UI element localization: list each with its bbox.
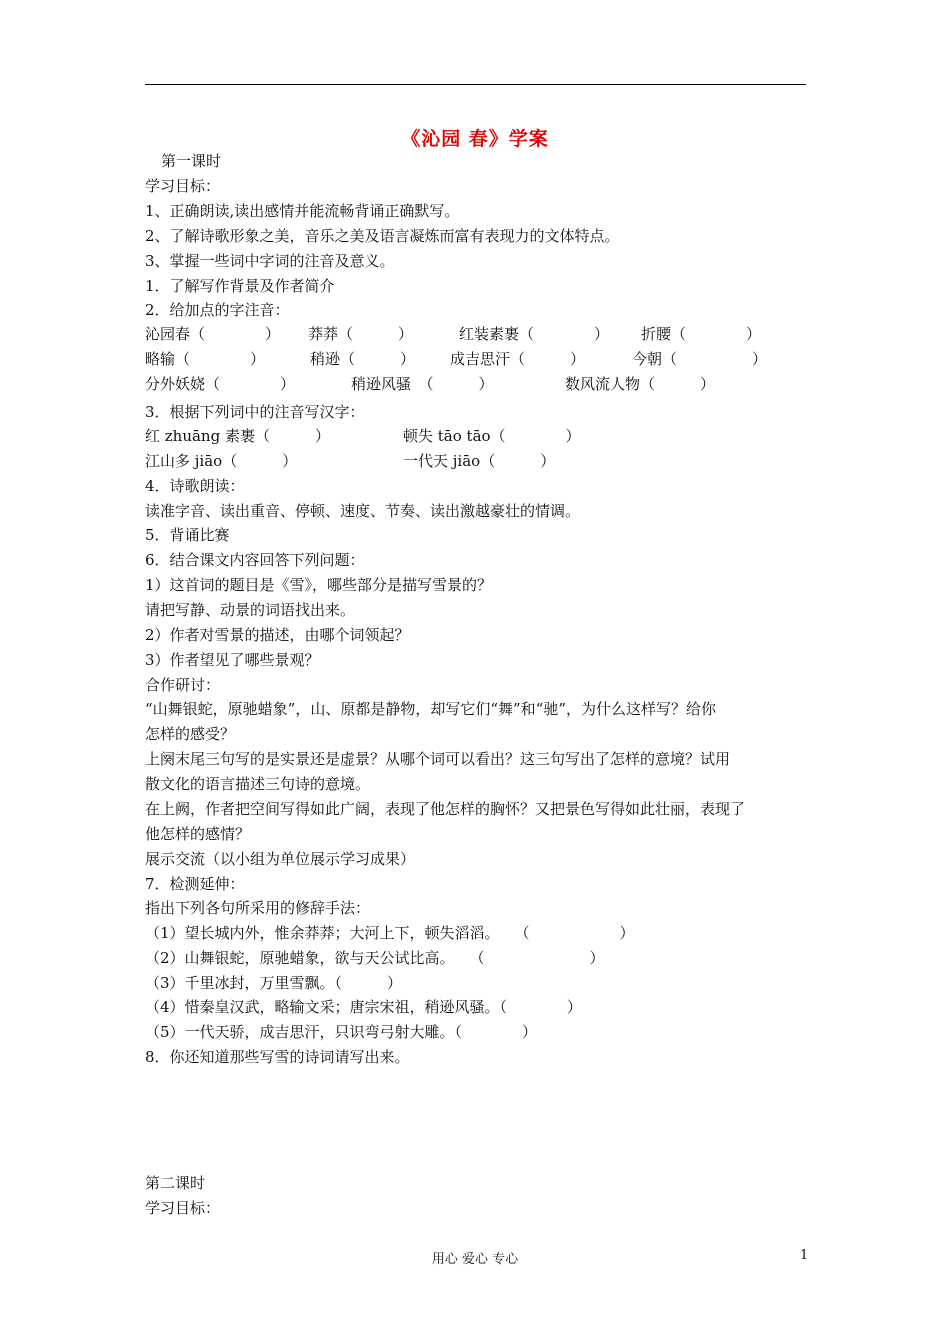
pinyin-row-3 [145, 374, 825, 394]
question-6-item: 3）作者望见了哪些景观？ [145, 651, 320, 669]
question-6-item: 1）这首词的题目是《雪》，哪些部分是描写雪景的？ [145, 576, 493, 594]
question-7-item: （2）山舞银蛇，原驰蜡象，欲与天公试比高。 （ ） [145, 949, 605, 967]
page-footer: 用心 爱心 专心 [431, 1252, 519, 1267]
objectives-label: 学习目标： [145, 177, 221, 195]
question-3: 3．根据下列词中的注音写汉字： [145, 403, 365, 421]
pinyin-row-2 [145, 349, 825, 369]
pinyin-item: 莽莽（ ） [308, 325, 414, 343]
hanzi-item: 顿失 tāo tāo（ ） [403, 427, 581, 445]
hanzi-item: 江山多 jiāo（ ） [145, 452, 298, 470]
coop-label: 合作研讨： [145, 676, 221, 694]
pinyin-item: 沁园春（ ） [145, 325, 281, 343]
question-4: 4．诗歌朗读： [145, 477, 245, 495]
pinyin-item: 今朝（ ） [632, 350, 768, 368]
question-7: 7．检测延伸： [145, 875, 245, 893]
coop-line: 怎样的感受？ [145, 725, 236, 743]
page-title: 《沁园 春》学案 [401, 128, 549, 150]
lesson1-heading: 第一课时 [161, 152, 222, 170]
question-2: 2．给加点的字注音： [145, 301, 290, 319]
question-7-item: （1）望长城内外，惟余莽莽；大河上下，顿失滔滔。 （ ） [145, 924, 635, 942]
pinyin-item: 成吉思汗（ ） [450, 350, 586, 368]
hanzi-row-1 [145, 426, 825, 446]
question-6-item: 请把写静、动景的词语找出来。 [145, 601, 356, 619]
coop-line: 上阕末尾三句写的是实景还是虚景？从哪个词可以看出？这三句写出了怎样的意境？试用 [145, 750, 731, 768]
objective-1: 1、正确朗读,读出感情并能流畅背诵正确默写。 [145, 202, 460, 220]
pinyin-item: 略输（ ） [145, 350, 266, 368]
hanzi-item: 一代天 jiāo（ ） [403, 452, 556, 470]
question-7-item: （4）惜秦皇汉武，略输文采；唐宗宋祖，稍逊风骚。（ ） [145, 998, 583, 1016]
pinyin-item: 折腰（ ） [641, 325, 762, 343]
coop-line: “山舞银蛇，原驰蜡象”，山、原都是静物，却写它们“舞”和“驰”，为什么这样写？给你 [145, 700, 717, 718]
coop-line: 散文化的语言描述三句诗的意境。 [145, 775, 371, 793]
hanzi-row-2 [145, 451, 825, 471]
pinyin-row-1 [145, 324, 825, 344]
question-8: 8．你还知道那些写雪的诗词请写出来。 [145, 1048, 410, 1066]
page-number: 1 [800, 1248, 809, 1263]
lesson2-objectives-label: 学习目标： [145, 1199, 221, 1217]
pinyin-item: 稍逊（ ） [310, 350, 416, 368]
question-6-item: 2）作者对雪景的描述，由哪个词领起？ [145, 626, 410, 644]
question-1: 1．了解写作背景及作者简介 [145, 277, 335, 295]
coop-line: 他怎样的感情？ [145, 825, 251, 843]
coop-line: 展示交流（以小组为单位展示学习成果） [145, 850, 416, 868]
coop-line: 在上阙，作者把空间写得如此广阔，表现了他怎样的胸怀？又把景色写得如此壮丽，表现了 [145, 800, 746, 818]
pinyin-item: 稍逊风骚 （ ） [351, 375, 494, 393]
question-7-intro: 指出下列各句所采用的修辞手法： [145, 899, 371, 917]
hanzi-item: 红 zhuāng 素裹（ ） [145, 427, 330, 445]
question-7-item: （3）千里冰封，万里雪飘。（ ） [145, 974, 403, 992]
objective-3: 3、掌握一些词中字词的注音及意义。 [145, 252, 395, 270]
question-4-text: 读准字音、读出重音、停顿、速度、节奏、读出激越豪壮的情调。 [145, 502, 581, 520]
question-6: 6．结合课文内容回答下列问题： [145, 551, 365, 569]
lesson2-heading: 第二课时 [145, 1174, 206, 1192]
pinyin-item: 分外妖娆（ ） [145, 375, 296, 393]
objective-2: 2、了解诗歌形象之美，音乐之美及语言凝炼而富有表现力的文体特点。 [145, 227, 620, 245]
pinyin-item: 红装素裹（ ） [459, 325, 610, 343]
header-rule [145, 84, 806, 85]
pinyin-item: 数风流人物（ ） [565, 375, 716, 393]
question-5: 5．背诵比赛 [145, 526, 230, 544]
question-7-item: （5）一代天骄，成吉思汗，只识弯弓射大雕。（ ） [145, 1023, 538, 1041]
